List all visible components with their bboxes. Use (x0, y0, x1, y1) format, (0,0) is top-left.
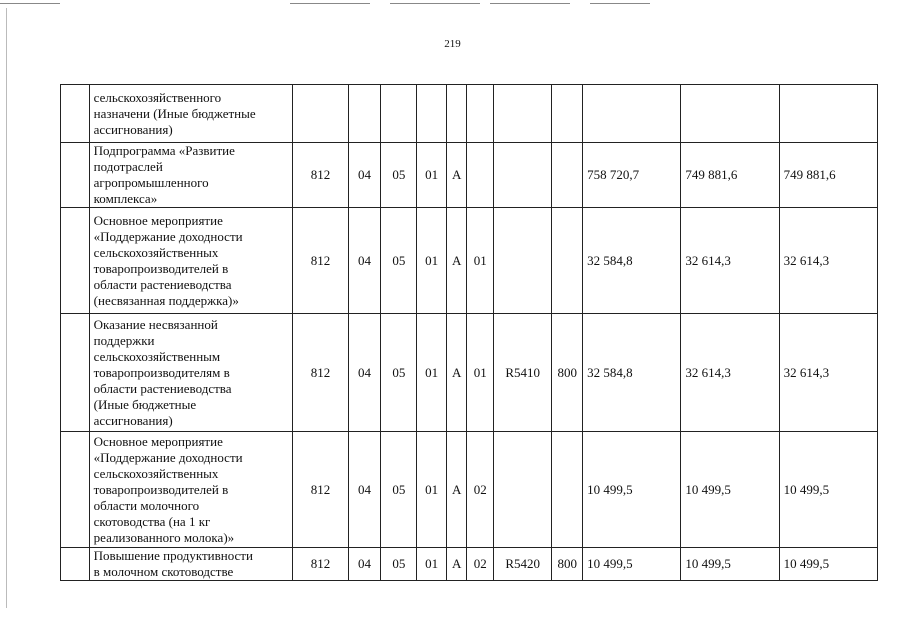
row-name-cell (89, 143, 293, 208)
program-code-cell: 01 (417, 208, 447, 314)
amount-year2-cell (681, 85, 779, 143)
row-name-line: Повышение продуктивности (93, 548, 253, 563)
amount-year1-cell (583, 85, 681, 143)
scan-artifact-line (0, 3, 60, 4)
program-code-cell: 01 (417, 143, 447, 208)
row-name-line: поддержки (93, 332, 155, 348)
amount-year1-cell: 32 584,8 (583, 314, 681, 432)
event-code-cell: 01 (467, 208, 494, 314)
row-name-line: «Поддержание доходности (93, 228, 243, 244)
amount-year3-cell: 32 614,3 (779, 208, 877, 314)
amount-year2-cell: 749 881,6 (681, 143, 779, 208)
amount-year2-cell: 10 499,5 (681, 432, 779, 548)
admin-code-cell: 812 (293, 432, 348, 548)
subprogram-code-cell: А (446, 143, 466, 208)
amount-year1-cell: 10 499,5 (583, 432, 681, 548)
row-name-line: сельскохозяйственных (93, 465, 219, 481)
direction-code-cell (494, 85, 552, 143)
row-name-cell (89, 85, 293, 143)
amount-year2-cell: 32 614,3 (681, 208, 779, 314)
amount-year1-cell: 10 499,5 (583, 548, 681, 581)
row-name-line: товаропроизводителей в (93, 481, 229, 497)
amount-year3-cell: 749 881,6 (779, 143, 877, 208)
section-code-cell: 04 (348, 143, 381, 208)
event-code-cell: 02 (467, 548, 494, 581)
page-number: 219 (444, 38, 461, 50)
row-name-line: «Поддержание доходности (93, 449, 243, 465)
expense-type-cell (552, 143, 583, 208)
row-name-line: Оказание несвязанной (93, 316, 218, 332)
subprogram-code-cell: А (446, 432, 466, 548)
row-name-line: агропромышленного (93, 175, 209, 190)
row-name-line: товаропроизводителей в (93, 260, 229, 276)
row-marker-cell (61, 208, 90, 314)
expense-type-cell (552, 432, 583, 548)
row-name-line: в молочном скотоводстве (93, 564, 234, 579)
event-code-cell: 02 (467, 432, 494, 548)
direction-code-cell (494, 208, 552, 314)
row-name-line: реализованного молока)» (93, 529, 235, 545)
row-marker-cell (61, 314, 90, 432)
amount-year3-cell: 32 614,3 (779, 314, 877, 432)
row-marker-cell (61, 85, 90, 143)
event-code-cell (467, 143, 494, 208)
subprogram-code-cell (446, 85, 466, 143)
direction-code-cell: R5420 (494, 548, 552, 581)
event-code-cell (467, 85, 494, 143)
subprogram-code-cell: А (446, 208, 466, 314)
row-name-line: области молочного (93, 497, 200, 513)
section-code-cell: 04 (348, 314, 381, 432)
direction-code-cell (494, 432, 552, 548)
section-code-cell: 04 (348, 432, 381, 548)
subsection-code-cell: 05 (381, 314, 417, 432)
amount-year3-cell (779, 85, 877, 143)
row-name-line: области растениеводства (93, 380, 232, 396)
admin-code-cell: 812 (293, 314, 348, 432)
expense-type-cell: 800 (552, 314, 583, 432)
event-code-cell: 01 (467, 314, 494, 432)
row-name-line: Основное мероприятие (93, 212, 223, 228)
scan-artifact-line (490, 3, 570, 4)
row-name-line: товаропроизводителям в (93, 364, 230, 380)
subsection-code-cell: 05 (381, 143, 417, 208)
row-name-line: скотоводства (на 1 кг (93, 513, 211, 529)
scan-artifact-line (590, 3, 650, 4)
amount-year3-cell: 10 499,5 (779, 432, 877, 548)
expense-type-cell (552, 208, 583, 314)
row-name-line: ассигнования) (93, 121, 173, 137)
scan-left-edge (6, 8, 7, 608)
section-code-cell: 04 (348, 548, 381, 581)
row-marker-cell (61, 143, 90, 208)
subprogram-code-cell: А (446, 314, 466, 432)
row-name-cell (89, 314, 293, 432)
program-code-cell: 01 (417, 314, 447, 432)
row-name-cell (89, 208, 293, 314)
amount-year3-cell: 10 499,5 (779, 548, 877, 581)
program-code-cell: 01 (417, 432, 447, 548)
row-name-line: Подпрограмма «Развитие (93, 143, 235, 158)
row-name-line: (несвязанная поддержка)» (93, 292, 239, 308)
scan-artifact-line (390, 3, 480, 4)
table-row (61, 548, 878, 581)
program-code-cell (417, 85, 447, 143)
table-row (61, 314, 878, 432)
row-name-line: сельскохозяйственных (93, 244, 219, 260)
expense-type-cell: 800 (552, 548, 583, 581)
subsection-code-cell: 05 (381, 208, 417, 314)
row-name-line: назначени (Иные бюджетные (93, 105, 256, 121)
row-name-line: Основное мероприятие (93, 433, 223, 449)
subsection-code-cell (381, 85, 417, 143)
row-name-cell (89, 432, 293, 548)
budget-table (60, 84, 878, 581)
table-row (61, 432, 878, 548)
amount-year2-cell: 32 614,3 (681, 314, 779, 432)
table-row (61, 208, 878, 314)
direction-code-cell: R5410 (494, 314, 552, 432)
row-name-line: сельскохозяйственного (93, 89, 222, 105)
row-name-cell (89, 548, 293, 581)
row-marker-cell (61, 432, 90, 548)
amount-year1-cell: 758 720,7 (583, 143, 681, 208)
row-name-line: (Иные бюджетные (93, 396, 197, 412)
amount-year2-cell: 10 499,5 (681, 548, 779, 581)
admin-code-cell: 812 (293, 143, 348, 208)
row-name-line: области растениеводства (93, 276, 232, 292)
program-code-cell: 01 (417, 548, 447, 581)
section-code-cell (348, 85, 381, 143)
admin-code-cell: 812 (293, 548, 348, 581)
expense-type-cell (552, 85, 583, 143)
amount-year1-cell: 32 584,8 (583, 208, 681, 314)
admin-code-cell: 812 (293, 208, 348, 314)
direction-code-cell (494, 143, 552, 208)
row-name-line: подотраслей (93, 159, 163, 174)
row-marker-cell (61, 548, 90, 581)
subprogram-code-cell: А (446, 548, 466, 581)
subsection-code-cell: 05 (381, 548, 417, 581)
scan-artifact-line (290, 3, 370, 4)
row-name-line: сельскохозяйственным (93, 348, 221, 364)
admin-code-cell (293, 85, 348, 143)
row-name-line: ассигнования) (93, 412, 173, 428)
table-row (61, 143, 878, 208)
row-name-line: комплекса» (93, 191, 158, 206)
budget-table-body (61, 85, 878, 581)
subsection-code-cell: 05 (381, 432, 417, 548)
table-row (61, 85, 878, 143)
section-code-cell: 04 (348, 208, 381, 314)
